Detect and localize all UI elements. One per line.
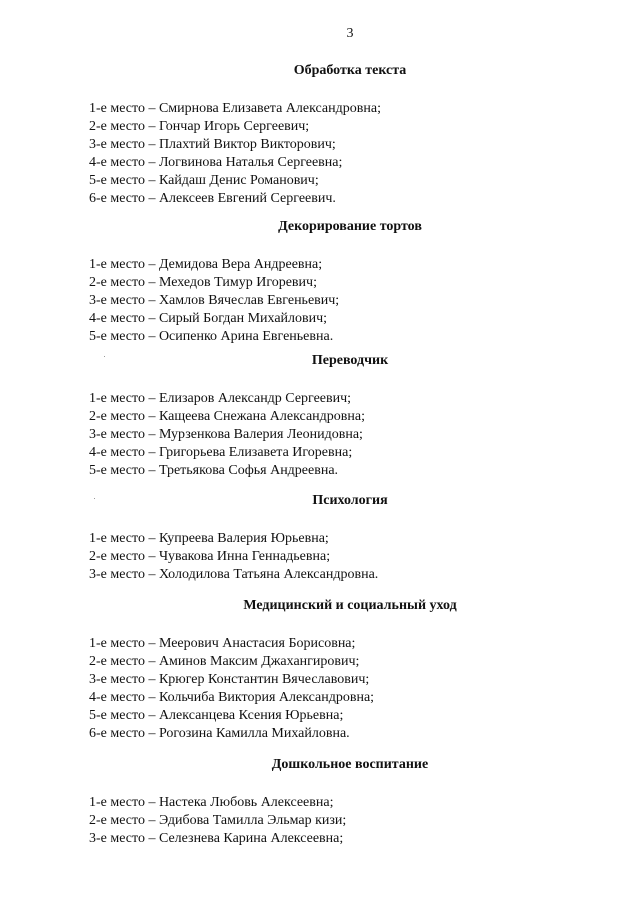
section-translator — [0, 352, 640, 480]
list-item: 5-е место – Осипенко Арина Евгеньевна. — [89, 329, 334, 344]
section-psychology — [0, 492, 640, 584]
entry-list — [0, 530, 640, 584]
list-item: 2-е место – Мехедов Тимур Игоревич; — [89, 275, 317, 290]
list-item: 6-е место – Рогозина Камилла Михайловна. — [89, 726, 350, 741]
section-heading: Обработка текста — [293, 63, 407, 78]
list-item: 2-е место – Эдибова Тамилла Эльмар кизи; — [89, 813, 347, 828]
section-heading: Психология — [312, 493, 388, 508]
list-item: 2-е место – Кащеева Снежана Александровна; — [89, 409, 365, 424]
entry-list — [0, 794, 640, 848]
list-item: 5-е место – Алексанцева Ксения Юрьевна; — [89, 708, 344, 723]
list-item: 1-е место – Купреева Валерия Юрьевна; — [89, 531, 329, 546]
list-item: 2-е место – Гончар Игорь Сергеевич; — [89, 119, 310, 134]
list-item: 1-е место – Демидова Вера Андреевна; — [89, 257, 323, 272]
list-item: 1-е место – Смирнова Елизавета Александровна; — [89, 101, 381, 116]
scan-speck — [94, 498, 95, 499]
list-item: 3-е место – Холодилова Татьяна Александровна. — [89, 567, 379, 582]
section-cake-decorating — [0, 218, 640, 346]
list-item: 5-е место – Третьякова Софья Андреевна. — [89, 463, 339, 478]
scan-speck — [104, 356, 105, 357]
page-number: 3 — [346, 26, 354, 41]
section-heading: Декорирование тортов — [278, 219, 422, 234]
entry-list — [0, 390, 640, 480]
list-item: 3-е место – Селезнева Карина Алексеевна; — [89, 831, 344, 846]
list-item: 3-е место – Мурзенкова Валерия Леонидовна; — [89, 427, 363, 442]
entry-list — [0, 100, 640, 208]
list-item: 2-е место – Чувакова Инна Геннадьевна; — [89, 549, 331, 564]
list-item: 1-е место – Настека Любовь Алексеевна; — [89, 795, 334, 810]
entry-list — [0, 635, 640, 743]
list-item: 4-е место – Сирый Богдан Михайлович; — [89, 311, 328, 326]
list-item: 3-е место – Плахтий Виктор Викторович; — [89, 137, 336, 152]
list-item: 6-е место – Алексеев Евгений Сергеевич. — [89, 191, 336, 206]
entry-list — [0, 256, 640, 346]
list-item: 4-е место – Григорьева Елизавета Игоревна; — [89, 445, 353, 460]
section-heading: Медицинский и социальный уход — [243, 598, 457, 613]
section-heading: Переводчик — [311, 353, 389, 368]
list-item: 1-е место – Меерович Анастасия Борисовна; — [89, 636, 356, 651]
section-heading: Дошкольное воспитание — [271, 757, 429, 772]
section-preschool-education — [0, 756, 640, 848]
list-item: 4-е место – Кольчиба Виктория Александровна; — [89, 690, 375, 705]
list-item: 2-е место – Аминов Максим Джахангирович; — [89, 654, 360, 669]
list-item: 3-е место – Хамлов Вячеслав Евгеньевич; — [89, 293, 340, 308]
list-item: 3-е место – Крюгер Константин Вячеславович; — [89, 672, 370, 687]
list-item: 4-е место – Логвинова Наталья Сергеевна; — [89, 155, 343, 170]
list-item: 1-е место – Елизаров Александр Сергеевич; — [89, 391, 352, 406]
list-item: 5-е место – Кайдаш Денис Романович; — [89, 173, 319, 188]
section-medical-social-care — [0, 597, 640, 743]
section-text-processing — [0, 62, 640, 208]
